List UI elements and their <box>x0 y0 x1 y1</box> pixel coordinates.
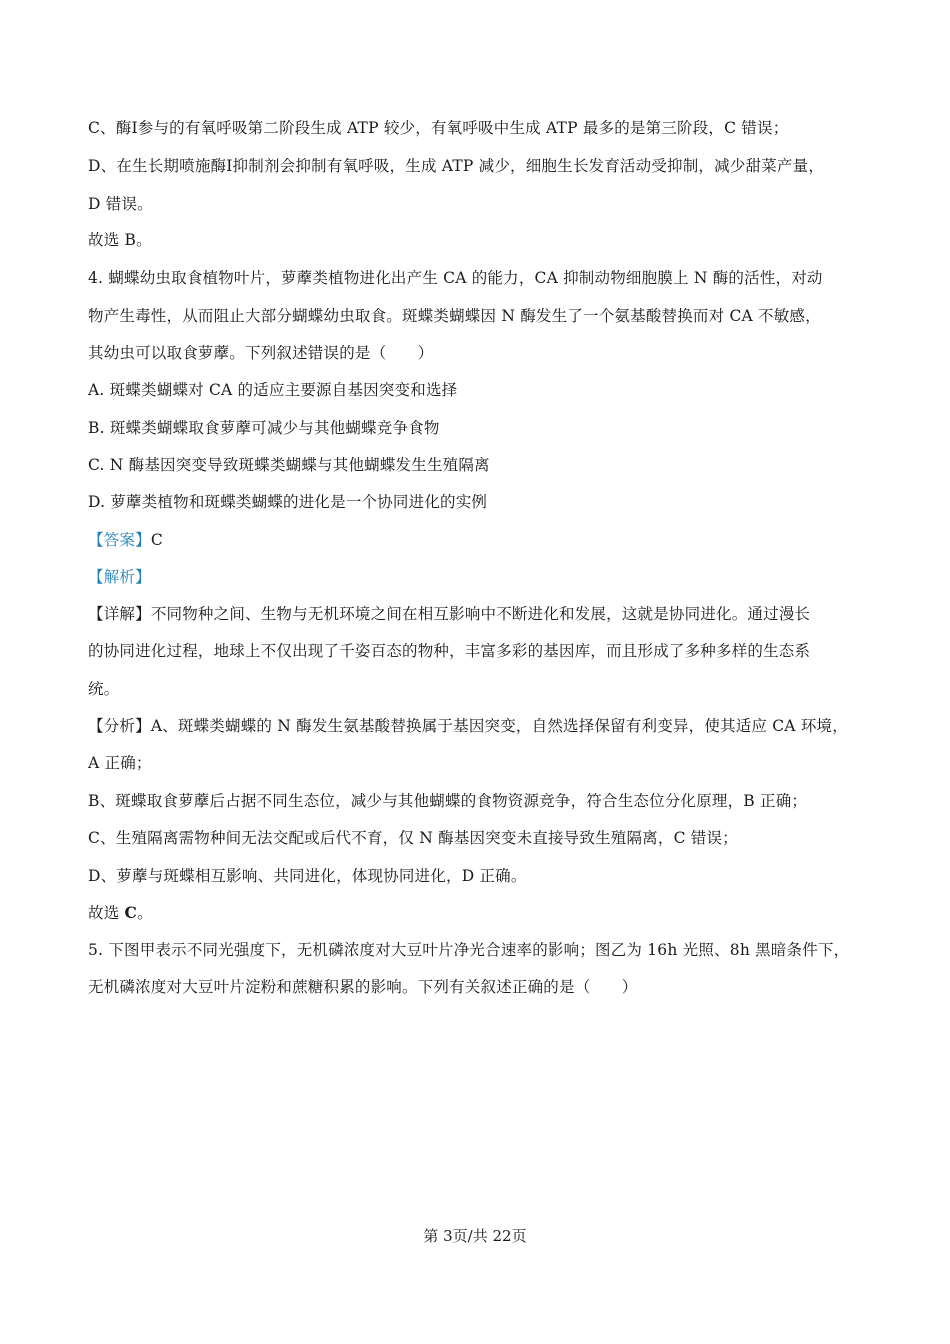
detail-tag: 【详解】 <box>88 605 151 623</box>
analysis-c: C、生殖隔离需物种间无法交配或后代不育，仅 N 酶基因突变未直接导致生殖隔离，C 错误； <box>88 829 738 847</box>
text-line: 故选 B。 <box>88 231 152 249</box>
option-b: B. 斑蝶类蝴蝶取食萝藦可减少与其他蝴蝶竞争食物 <box>88 419 440 437</box>
detail-line: 的协同进化过程，地球上不仅出现了千姿百态的物种，丰富多彩的基因库，而且形成了多种多样的生态系 <box>88 642 811 660</box>
question-5-line: 5. 下图甲表示不同光强度下，无机磷浓度对大豆叶片净光合速率的影响；图乙为 16h 光照、8h 黑暗条件下， <box>88 941 850 959</box>
choice-prefix: 故选 <box>88 904 125 922</box>
question-4-line: 4. 蝴蝶幼虫取食植物叶片，萝藦类植物进化出产生 CA 的能力，CA 抑制动物细胞膜上 N 酶的活性，对动 <box>88 269 823 287</box>
analysis-d: D、萝藦与斑蝶相互影响、共同进化，体现协同进化，D 正确。 <box>88 867 527 885</box>
question-4-line: 物产生毒性，从而阻止大部分蝴蝶幼虫取食。斑蝶类蝴蝶因 N 酶发生了一个氨基酸替换而对 CA 不敏感， <box>88 307 821 325</box>
choice-line <box>88 903 863 923</box>
option-c: C. N 酶基因突变导致斑蝶类蝴蝶与其他蝴蝶发生生殖隔离 <box>88 456 490 474</box>
answer-tag: 【答案】 <box>88 531 151 549</box>
text-line: C、酶Ⅰ参与的有氧呼吸第二阶段生成 ATP 较少，有氧呼吸中生成 ATP 最多的是第三阶段，C 错误； <box>88 119 789 137</box>
analysis-tag: 【解析】 <box>88 568 151 586</box>
fenxi-tag: 【分析】 <box>88 717 151 735</box>
page-footer: 第 3页/共 22页 <box>423 1227 527 1245</box>
question-4-line: 其幼虫可以取食萝藦。下列叙述错误的是（ ） <box>88 344 434 362</box>
answer-line <box>88 530 863 550</box>
analysis-b: B、斑蝶取食萝藦后占据不同生态位，减少与其他蝴蝶的食物资源竞争，符合生态位分化原理，B 正确； <box>88 792 808 810</box>
text-line: D 错误。 <box>88 195 153 213</box>
question-5-line: 无机磷浓度对大豆叶片淀粉和蔗糖积累的影响。下列有关叙述正确的是（ ） <box>88 978 638 996</box>
analysis-line <box>88 567 863 587</box>
option-a: A. 斑蝶类蝴蝶对 CA 的适应主要源自基因突变和选择 <box>88 381 458 399</box>
detail-line <box>88 604 863 624</box>
detail-line: 统。 <box>88 680 120 698</box>
option-d: D. 萝藦类植物和斑蝶类蝴蝶的进化是一个协同进化的实例 <box>88 493 488 511</box>
choice-value: C <box>124 903 138 922</box>
fenxi-line <box>88 716 863 736</box>
choice-suffix: 。 <box>137 904 153 922</box>
fenxi-text: A、斑蝶类蝴蝶的 N 酶发生氨基酸替换属于基因突变，自然选择保留有利变异，使其适应 CA 环境， <box>150 717 848 735</box>
detail-text: 不同物种之间、生物与无机环境之间在相互影响中不断进化和发展，这就是协同进化。通过漫长 <box>150 605 811 623</box>
text-line: D、在生长期喷施酶Ⅰ抑制剂会抑制有氧呼吸，生成 ATP 减少，细胞生长发育活动受抑制，减少甜菜产量， <box>88 157 825 175</box>
fenxi-line: A 正确； <box>88 754 152 772</box>
answer-value: C <box>150 531 163 549</box>
